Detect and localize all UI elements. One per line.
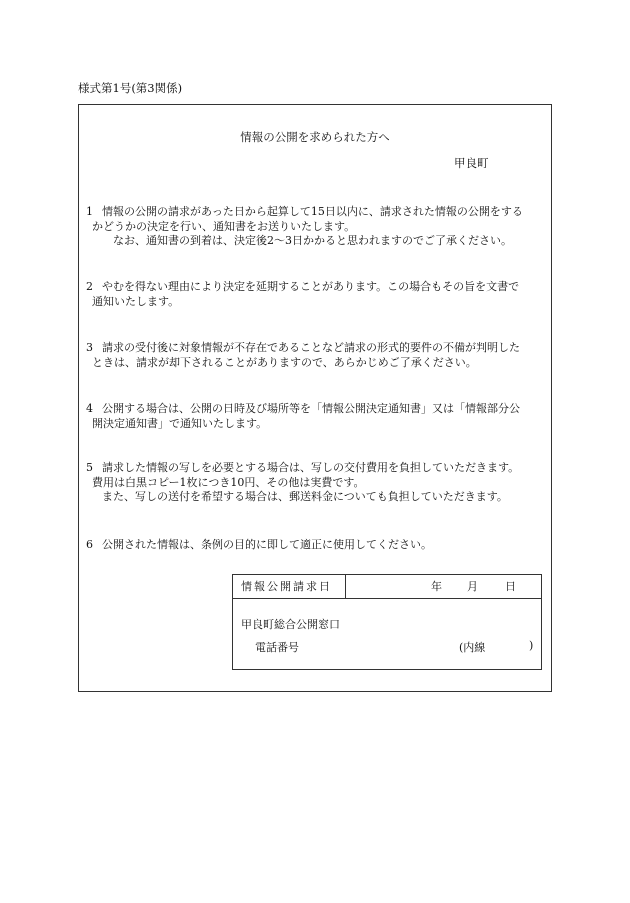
year-label: 年 [431,580,442,593]
notice-title: 情報の公開を求められた方へ [240,130,390,144]
request-date-row [233,575,541,599]
item-number: 2 [86,280,93,293]
item-line: 請求の受付後に対象情報が不存在であることなど請求の形式的要件の不備が判明した [102,341,520,354]
item-note: また、写しの送付を希望する場合は、郵送料金についても負担していただきます。 [102,490,508,503]
notice-item-2 [86,280,548,309]
item-number: 6 [86,538,93,551]
item-line: 公開する場合は、公開の日時及び場所等を「情報公開決定通知書」又は「情報部分公 [102,402,520,415]
item-note: なお、通知書の到着は、決定後2～3日かかると思われますのでご了承ください。 [113,234,512,247]
issuer-name: 甲良町 [454,156,489,170]
notice-frame [78,104,552,692]
item-line: かどうかの決定を行い、通知書をお送りいたします。 [92,219,356,233]
notice-item-1 [86,205,548,249]
item-line: 通知いたします。 [92,294,180,308]
item-line: 公開された情報は、条例の目的に即して適正に使用してください。 [102,538,432,551]
item-number: 4 [86,402,93,415]
extension-close: ) [529,639,534,652]
notice-item-3 [86,341,548,370]
item-line: やむを得ない理由により決定を延期することがあります。この場合もその旨を文書で [102,280,520,293]
item-line: 費用は白黒コピー1枚につき10円、その他は実費です。 [92,475,365,489]
tel-label: 電話番号 [255,641,299,654]
notice-item-4 [86,402,548,431]
request-date-label: 情報公開請求日 [233,575,346,598]
item-line: 請求した情報の写しを必要とする場合は、写しの交付費用を負担していただきます。 [102,461,520,474]
item-line: ときは、請求が却下されることがありますので、あらかじめご了承ください。 [92,355,477,369]
item-line: 情報の公開の請求があった日から起算して15日以内に、請求された情報の公開をする [102,205,523,218]
form-label: 様式第1号(第3関係) [78,81,183,95]
item-line: 開決定通知書」で通知いたします。 [92,416,268,430]
request-info-box [232,574,542,670]
month-label: 月 [467,580,478,593]
extension-label: (内線 [459,641,486,654]
item-number: 5 [86,461,93,474]
day-label: 日 [505,580,516,593]
item-number: 1 [86,205,93,218]
office-name: 甲良町総合公開窓口 [241,618,340,631]
item-number: 3 [86,341,93,354]
notice-item-5 [86,461,548,505]
notice-item-6 [86,538,548,553]
